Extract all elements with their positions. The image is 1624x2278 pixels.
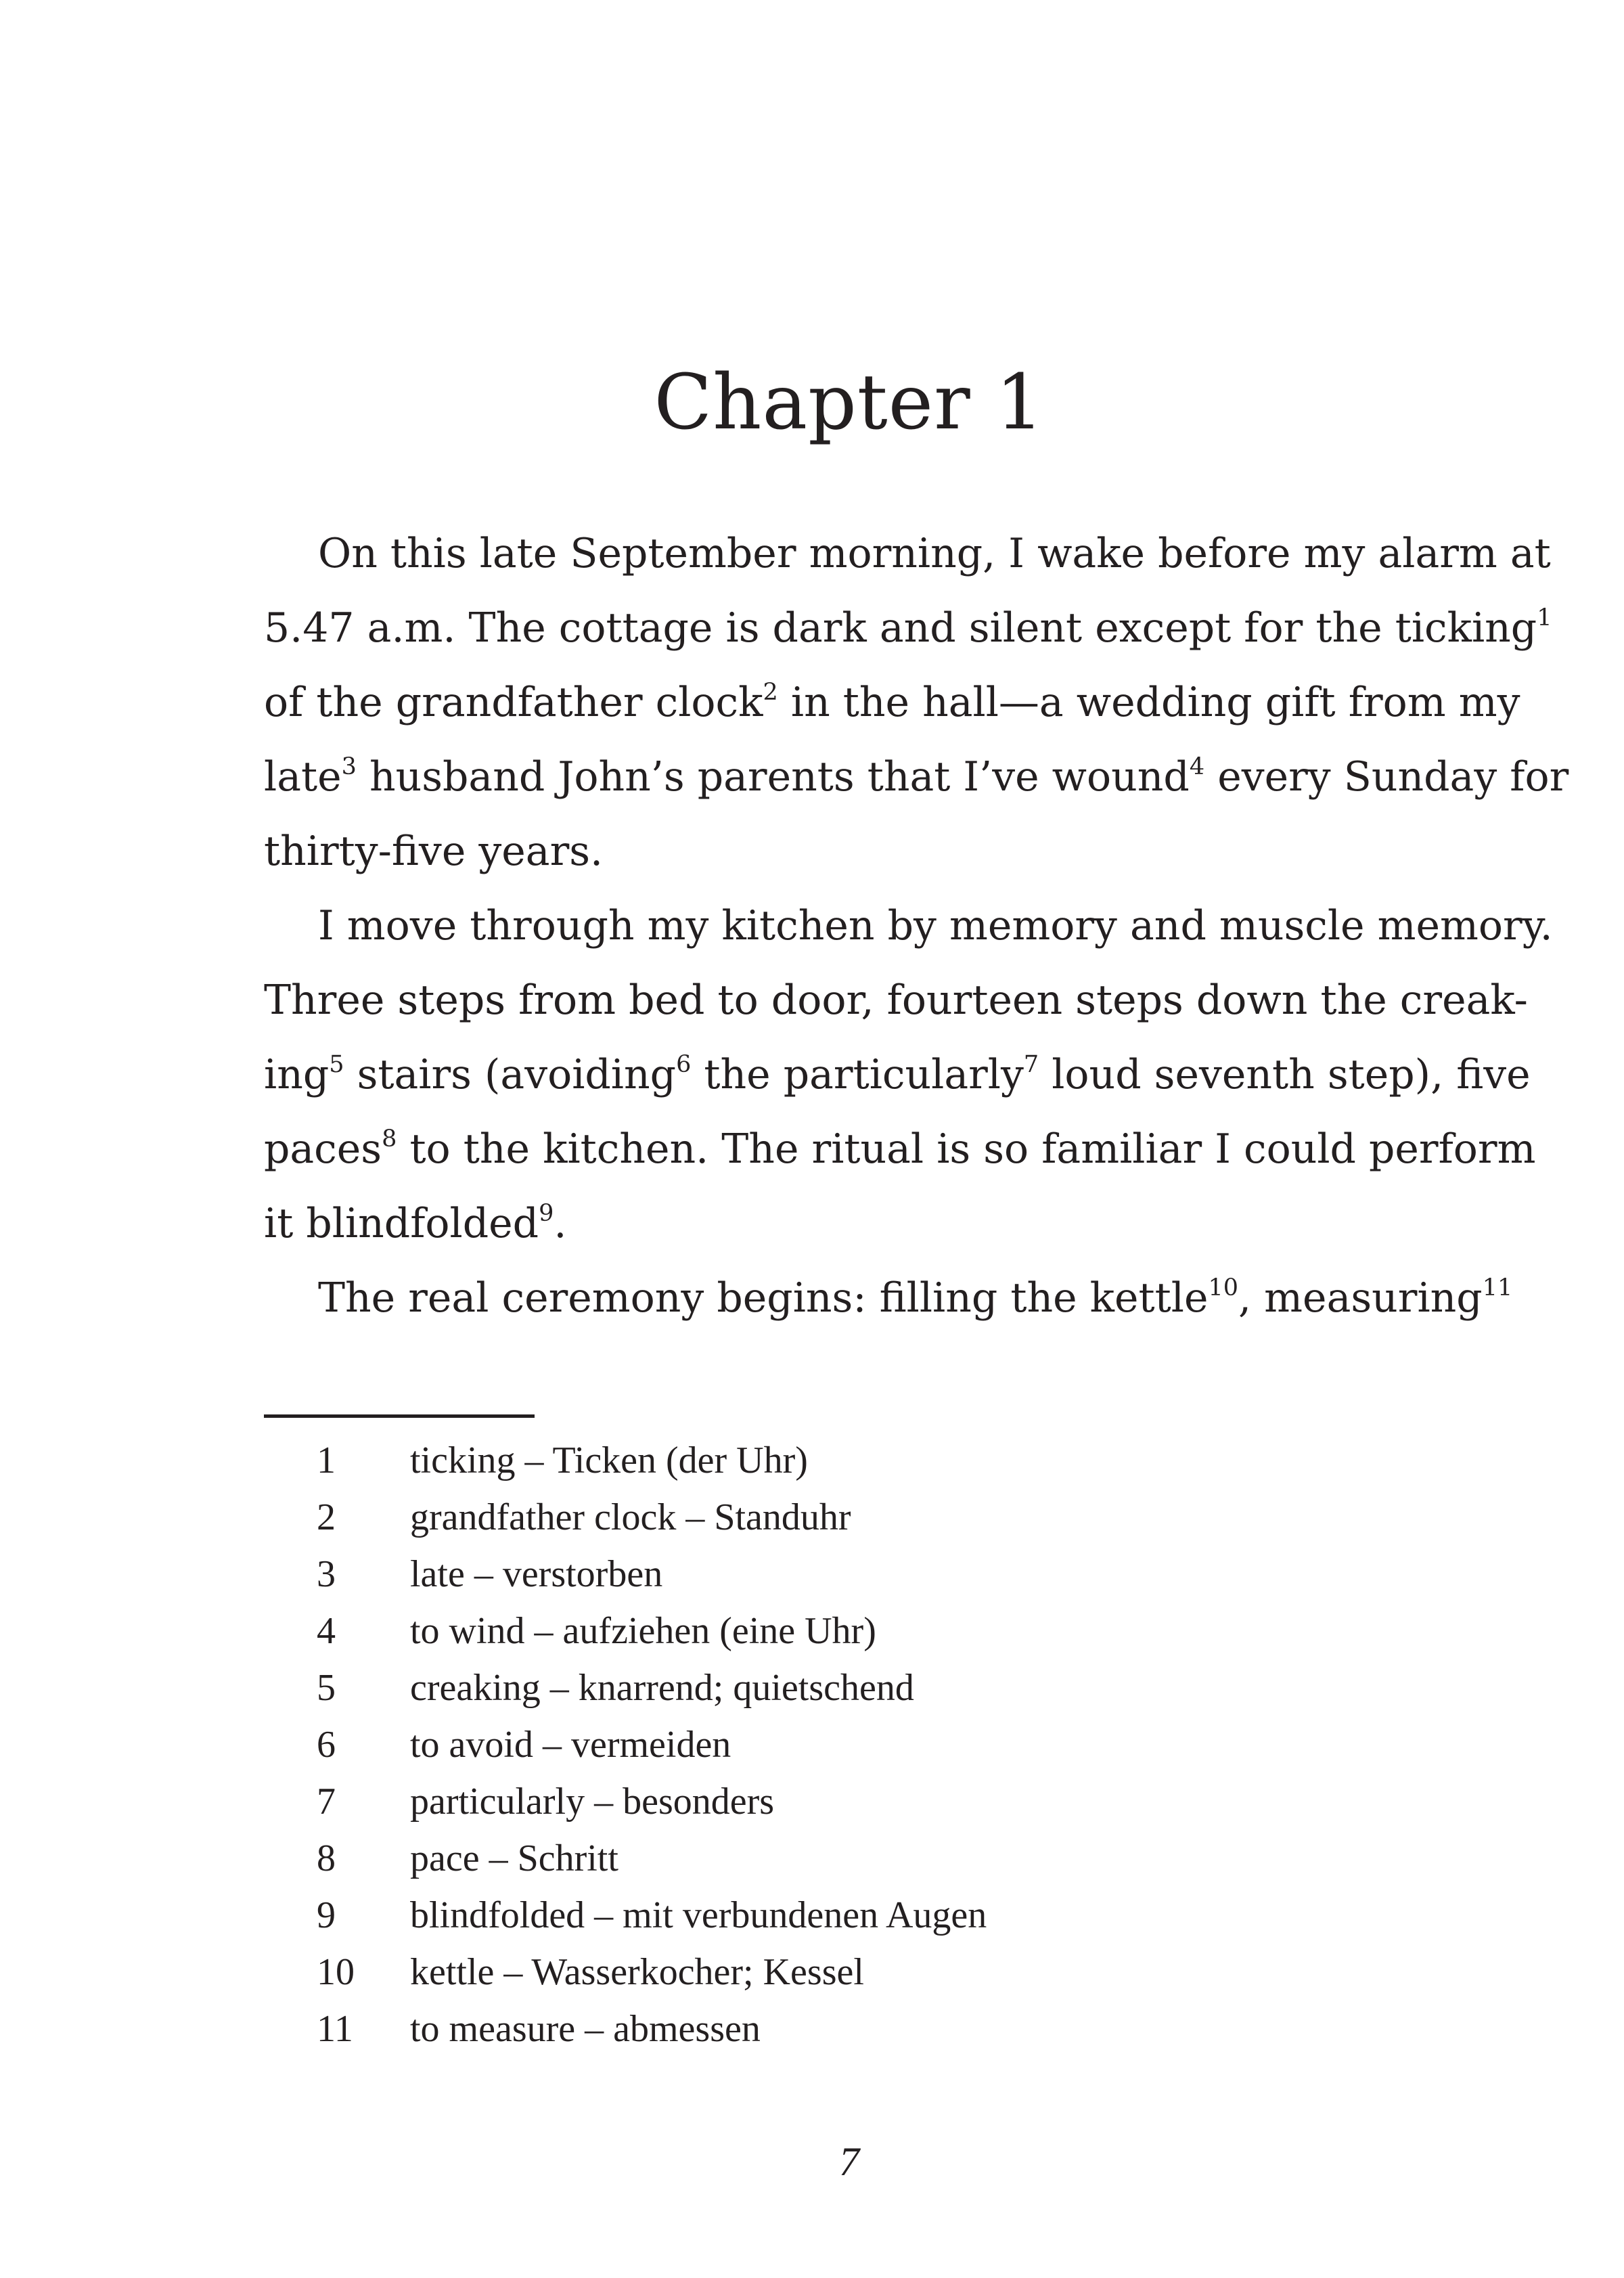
paragraph-2-line-4: paces$^8$ to the kitchen. The ritual is so familiar I could perform: [264, 1125, 1536, 1173]
footnote-item: [0, 1780, 1624, 1834]
footnote-ref-2: 2: [763, 679, 778, 706]
footnote-item: [0, 2007, 1624, 2061]
footnote-text: grandfather clock – Standuhr: [410, 1496, 851, 1538]
paragraph-2-line-5: it blindfolded$^9$.: [264, 1200, 567, 1247]
footnote-ref-11: 11: [1482, 1274, 1513, 1301]
footnote-number: 9: [317, 1894, 336, 1936]
footnote-ref-7: 7: [1023, 1051, 1039, 1078]
footnote-number: 1: [317, 1439, 336, 1481]
footnote-number: 5: [317, 1667, 336, 1709]
footnote-text: kettle – Wasserkocher; Kessel: [410, 1951, 864, 1993]
footnote-ref-6: 6: [676, 1051, 692, 1078]
footnote-number: 4: [317, 1610, 336, 1652]
paragraph-1-line-1: On this late September morning, I wake before my alarm at: [318, 530, 1551, 577]
footnote-number: 8: [317, 1837, 336, 1879]
footnote-ref-10: 10: [1208, 1274, 1239, 1301]
paragraph-2-line-2: Three steps from bed to door, fourteen steps down the creak-: [264, 977, 1528, 1024]
footnote-number: 7: [317, 1781, 336, 1823]
paragraph-2-line-3: ing$^5$ stairs (avoiding$^6$ the particularly$^7$ loud seventh step), five: [264, 1051, 1531, 1098]
footnote-text: creaking – knarrend; quietschend: [410, 1667, 914, 1709]
page-number: 7: [839, 2139, 859, 2184]
footnote-item: [0, 1553, 1624, 1607]
footnote-ref-3: 3: [341, 753, 357, 780]
footnote-number: 3: [317, 1553, 336, 1595]
footnote-item: [0, 1723, 1624, 1777]
footnote-ref-8: 8: [382, 1125, 397, 1153]
footnote-text: late – verstorben: [410, 1553, 663, 1595]
footnote-item: [0, 1496, 1624, 1550]
footnote-item: [0, 1666, 1624, 1720]
footnote-ref-9: 9: [539, 1200, 554, 1227]
footnote-text: ticking – Ticken (der Uhr): [410, 1439, 808, 1481]
footnote-number: 11: [317, 2008, 353, 2050]
footnote-item: [0, 1950, 1624, 2005]
paragraph-1-line-5: thirty-five years.: [264, 828, 604, 875]
footnote-text: blindfolded – mit verbundenen Augen: [410, 1894, 987, 1936]
footnote-ref-4: 4: [1189, 753, 1205, 780]
paragraph-2-line-1: I move through my kitchen by memory and muscle memory.: [318, 902, 1553, 950]
footnote-text: pace – Schritt: [410, 1837, 618, 1879]
footnote-text: particularly – besonders: [410, 1781, 775, 1823]
footnote-number: 10: [317, 1951, 355, 1993]
footnote-number: 6: [317, 1724, 336, 1766]
paragraph-1-line-3: of the grandfather clock$^2$ in the hall—a wedding gift from my: [264, 679, 1520, 726]
paragraph-3-line-1: The real ceremony begins: filling the kettle$^{10}$, measuring$^{11}$: [318, 1274, 1513, 1322]
footnote-item: [0, 1609, 1624, 1663]
footnote-ref-1: 1: [1537, 604, 1552, 631]
footnote-text: to avoid – vermeiden: [410, 1724, 731, 1766]
footnote-ref-5: 5: [329, 1051, 344, 1078]
footnote-divider: [264, 1414, 535, 1418]
paragraph-1-line-2: 5.47 a.m. The cottage is dark and silent except for the ticking$^1$: [264, 604, 1552, 652]
footnote-number: 2: [317, 1496, 336, 1538]
footnote-text: to measure – abmessen: [410, 2008, 761, 2050]
chapter-title: Chapter 1: [654, 359, 1045, 447]
footnote-item: [0, 1837, 1624, 1891]
footnote-item: [0, 1894, 1624, 1948]
paragraph-1-line-4: late$^3$ husband John’s parents that I’ve wound$^4$ every Sunday for: [264, 753, 1569, 801]
footnote-item: [0, 1439, 1624, 1493]
footnote-text: to wind – aufziehen (eine Uhr): [410, 1610, 876, 1652]
